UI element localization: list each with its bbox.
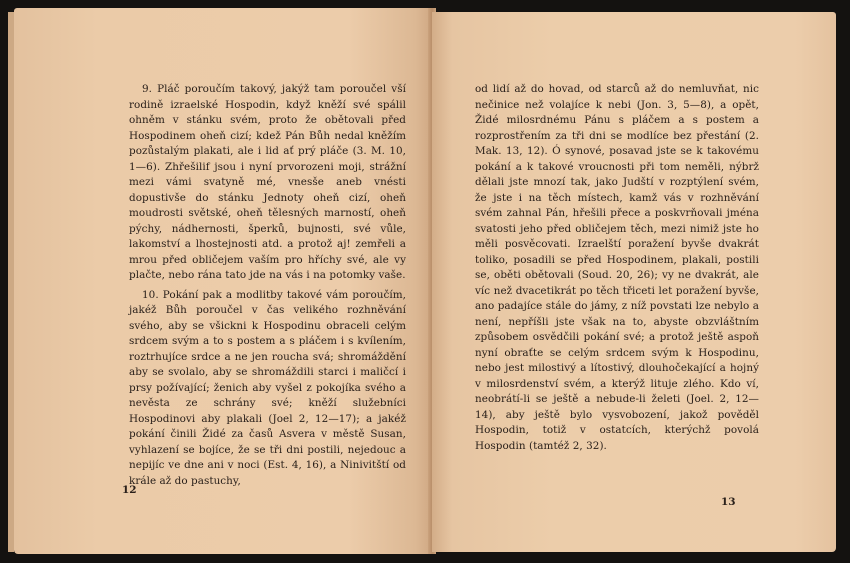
page-number-left: 12 bbox=[122, 484, 137, 496]
left-page-text bbox=[129, 82, 406, 489]
page-number-right: 13 bbox=[721, 496, 736, 508]
left-page bbox=[14, 8, 432, 554]
paragraph-9: 9. Pláč poroučím takový, jakýž tam poroučel vší rodině izraelské Hospodin, když kněží své spálil ohněm v stánku svém, proto že obětovali před Hospodinem oheň cizí; kdež Pán Bůh nedal kněžím pozůstalým plakati, ale i lid ať prý pláče (3. M. 10, 1—6). Zhřešilif jsou i nyní prvorozeni moji, strážní mezi vámi svatyně mé, vnesše aneb vnésti dopustivše do stánku Jednoty oheň cizí, oheň moudrosti světské, oheň tělesných marností, oheň pýchy, nádhernosti, šperků, bujnosti, své vůle, lakomství a lhostejnosti atd. a protož aj! zemřeli a mrou před obličejem vaším pro hříchy své, ale vy plačte, nebo rána tato jde na vás i na potomky vaše. bbox=[129, 83, 406, 281]
right-page-text bbox=[475, 82, 759, 454]
right-page bbox=[432, 12, 836, 552]
paragraph-10-continued: od lidí až do hovad, od starců až do nemluvňat, nic nečinice než volajíce k nebi (Jon. 3, 5—8), a opět, Židé milosrdnému Pánu s pláčem a s postem a rozprostřením za tři dni se modlíce bez přestání (2. Mak. 13, 12). Ó synové, posavad jste se k takovému pokání a k takové vroucnosti při tom neměli, nýbrž dělali jste mnozí tak, jako Judští v rozptýlení svém, že jste i na těch místech, kamž vás v rozhněvání svém zahnal Pán, hřešili přece a poskvrňovali jména svatosti jeho před obličejem těch, mezi nimiž jste ho měli posvěcovati. Izraelští poražení byvše dvakrát toliko, posadili se před Hospodinem, plakali, postili se, oběti obětovali (Soud. 20, 26); vy ne dvakrát, ale víc než dvacetikrát po těch třiceti let poražení byvše, ano padajíce stále do jámy, z níž povstati lze nebylo a není, nepříšli jste však na to, abyste obzvláštním způsobem osvědčili pokání své; a protož ještě aspoň nyní obraťte se celým srdcem svým k Hospodinu, nebo jest milostivý a lítostivý, dlouhočekající a hojný v milosrdenství svém, a kterýž lituje zlého. Kdo ví, neobrátí-li se ještě a nebude-li želeti (Joel. 2, 12—14), aby ještě bylo vysvobození, jakož pověděl Hospodin, totiž v ostatcích, kterýchž povolá Hospodin (tamtéž 2, 32). bbox=[475, 83, 759, 452]
paragraph-10: 10. Pokání pak a modlitby takové vám poroučím, jakéž Bůh poroučel v čas velikého rozhněvání svého, aby se všickni k Hospodinu obraceli celým srdcem svým a to s postem a s pláčem i s kvílením, roztrhujíce srdce a ne jen roucha svá; shromáždění aby se svolalo, aby se shromáždili starci i maličcí i prsy požívající; ženich aby vyšel z pokojíka svého a nevěsta ze schrány své; kněží služebníci Hospodinovi aby plakali (Joel 2, 12—17); a jakéž pokání činili Židé za časů Asvera v městě Susan, vyhlazení se bojíce, že se tři dni postili, nejedouc a nepijíc ve dne ani v noci (Est. 4, 16), a Ninivitští od krále až do pastuchy, bbox=[129, 288, 406, 487]
